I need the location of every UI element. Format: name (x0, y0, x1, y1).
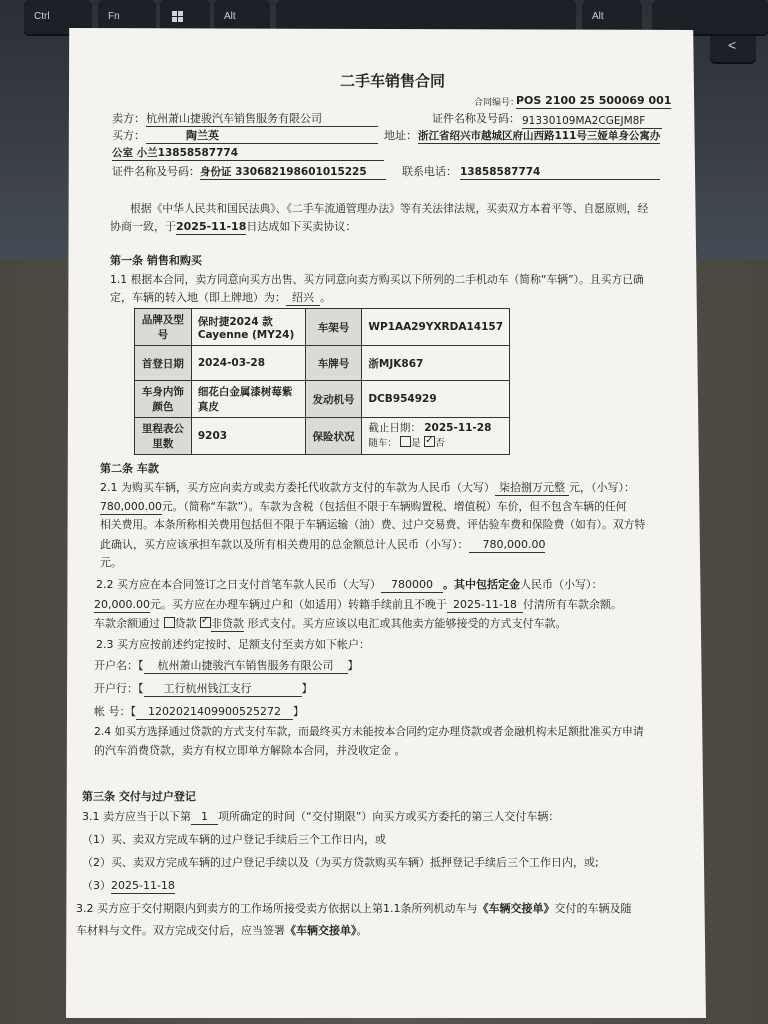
vin-value: WP1AA29YXRDA14157 (362, 309, 510, 346)
bank-row: 开户行：【 工行杭州钱江支行 】 (94, 682, 313, 695)
ins-date: 2025-11-28 (424, 422, 492, 434)
clause-2-2-line-3 (94, 617, 567, 632)
reg-date-value: 2024-03-28 (191, 346, 305, 381)
engine-value: DCB954929 (362, 381, 510, 418)
clause-2-1-line-1 (100, 481, 635, 496)
delivery-option-2: （2）买、卖双方完成车辆的过户登记手续以及（为买方贷款购买车辆）抵押登记手续后三个工作日内，或; (82, 856, 599, 869)
total-amount: 780,000.00 (469, 538, 546, 553)
section-3-title: 第三条 交付与过户登记 (82, 790, 196, 803)
buyer-name: 陶兰英 (146, 129, 378, 144)
vehicle-table (134, 308, 510, 455)
clause-3-2-line-2 (76, 924, 368, 938)
intro-2a: 协商一致，于 (110, 220, 176, 233)
seller-name: 杭州萧山捷骏汽车销售服务有限公司 (146, 112, 378, 127)
table-row (135, 309, 510, 346)
vin-label: 车架号 (305, 309, 362, 346)
windows-logo-icon (172, 11, 184, 23)
bank-label: 开户行： (94, 682, 138, 695)
reg-date-label: 首登日期 (135, 346, 192, 381)
payment-deadline: 2025-11-18 (447, 598, 523, 613)
mileage-value: 9203 (191, 418, 305, 455)
clause-2-1-end: 元。 (100, 556, 122, 569)
clause-1-1-line-1: 1.1 根据本合同，卖方同意向买方出售、买方同意向卖方购买以下所列的二手机动车（简称“车辆”）。且买方已确 (110, 273, 644, 286)
ins-yes-checkbox[interactable] (400, 436, 411, 447)
delivery-option-3 (82, 879, 175, 894)
handover-form-ref-2: 《车辆交接单》 (285, 924, 357, 937)
alt-key-label: Alt (224, 11, 236, 22)
contract-no: POS 2100 25 500069 001 (516, 94, 672, 107)
nonloan-label: 非贷款 (211, 617, 244, 630)
clause-1-1-line-2 (110, 291, 331, 306)
intro-line-2 (110, 220, 356, 235)
plate-value: 浙MJK867 (362, 346, 510, 381)
model-label: 品牌及型号 (135, 309, 192, 346)
bank-name: 工行杭州钱江支行 (144, 682, 302, 697)
intro-2b: 日达成如下买卖协议： (246, 220, 357, 233)
clause-3-1b: 项所确定的时间（“交付期限”）向买方或买方委托的第三人交付车辆： (218, 810, 560, 823)
clause-2-4-line-2: 的汽车消费贷款，卖方有权立即单方解除本合同，并没收定金 。 (94, 744, 406, 757)
ins-no-label: 否 (435, 438, 445, 449)
clause-2-2-line-1 (96, 578, 603, 593)
intro-date: 2025-11-18 (176, 220, 247, 233)
deposit-phrase: 。其中包括定金 (443, 578, 520, 591)
alt-right-key-label: Alt (592, 11, 604, 22)
fn-key-label: Fn (108, 11, 120, 22)
delivery-option-no: 1 (191, 810, 218, 825)
clause-2-2g: 形式支付。买方应该以电汇或其他卖方能够接受的方式支付车款。 (247, 617, 567, 630)
clause-2-1a: 2.1 为购买车辆，买方应向卖方或卖方委托代收款方支付的车款为人民币（大写） (100, 481, 495, 494)
address-line-2: 公室 小兰13858587774 (112, 146, 384, 161)
seller-cert-label: 证件名称及号码： (432, 112, 520, 125)
delivery-option-1: （1）买、卖双方完成车辆的过户登记手续后三个工作日内，或 (82, 833, 386, 846)
clause-2-2c: 人民币（小写）： (520, 578, 603, 591)
transfer-city: 绍兴 (286, 291, 320, 306)
arrow-left-icon: < (728, 37, 737, 53)
ins-no-checkbox[interactable] (424, 436, 435, 447)
account-no-label: 帐 号： (94, 705, 131, 718)
contract-document (66, 28, 706, 1018)
clause-2-2-line-2 (94, 598, 622, 613)
ins-date-label: 截止日期： (368, 422, 421, 434)
clause-2-1-line-2 (100, 500, 626, 515)
account-name: 杭州萧山捷骏汽车销售服务有限公司 (144, 659, 348, 674)
clause-2-1b: 元，（小写）： (569, 481, 635, 494)
model-value: 保时捷2024 款Cayenne (MY24) (191, 309, 305, 346)
account-no-row: 帐 号：【 1202021409900525272 】 (94, 705, 304, 718)
clause-2-4-line-1: 2.4 如买方选择通过贷款的方式支付车款，而最终买方未能按本合同约定办理贷款或者金融机构未足额批准买方申请 (94, 725, 644, 738)
clause-3-1-line-1 (82, 810, 559, 825)
clause-3-1a: 3.1 卖方应当于以下第 (82, 810, 191, 823)
intro-line-1: 根据《中华人民共和国民法典》、《二手车流通管理办法》等有关法律法规，买卖双方本着平等、自愿原则，经 (130, 202, 649, 215)
price-in-words: 柒拾捌万元整 (495, 481, 569, 496)
option-3-label: （3） (82, 879, 111, 892)
first-payment: 780000 (381, 578, 443, 593)
section-2-title: 第二条 车款 (100, 462, 159, 475)
clause-2-1-line-4 (100, 538, 545, 553)
clause-2-2d: 元。买方应在办理车辆过户和（如适用）转籍手续前且不晚于 (149, 598, 447, 611)
ctrl-key-label: Ctrl (34, 11, 50, 22)
section-1-title: 第一条 销售和购买 (110, 254, 202, 267)
seller-cert: 91330109MA2CGEJM8F (522, 114, 662, 129)
engine-label: 发动机号 (305, 381, 362, 418)
buyer-cert: 身份证 330682198601015225 (200, 165, 386, 180)
table-row (135, 346, 510, 381)
address-line-1: 浙江省绍兴市越城区府山西路111号三娅单身公寓办 (418, 130, 661, 142)
delivery-date: 2025-11-18 (111, 879, 175, 892)
buyer-cert-label: 证件名称及号码： (112, 165, 200, 178)
contract-title: 二手车销售合同 (340, 72, 446, 90)
clause-2-3: 2.3 买方应按前述约定按时、足额支付至卖方如下帐户： (96, 638, 370, 651)
phone-label: 联系电话： (402, 165, 457, 178)
clause-2-2a: 2.2 买方应在本合同签订之日支付首笔车款人民币（大写） (96, 578, 381, 591)
plate-label: 车牌号 (305, 346, 362, 381)
clause-2-2f: 车款余额通过 (94, 617, 160, 630)
clause-2-1-line-3: 相关费用。本条所称相关费用包括但不限于车辆运输（油）费、过户交易费、评估验车费和保险费（如有）。双方特 (100, 518, 646, 531)
table-row (135, 418, 510, 455)
ins-yes-label: 是 (411, 438, 421, 449)
clause-1-1-end: 。 (320, 291, 331, 304)
clause-2-2e: 付清所有车款余额。 (522, 598, 622, 611)
address-label: 地址： (384, 129, 417, 142)
color-label: 车身内饰颜色 (135, 381, 192, 418)
nonloan-checkbox[interactable] (200, 617, 211, 628)
color-value: 细花白金属漆树莓紫真皮 (191, 381, 305, 418)
loan-checkbox[interactable] (164, 617, 175, 628)
table-row (135, 381, 510, 418)
contract-no-label: 合同编号： (474, 98, 520, 108)
clause-1-1b: 定，车辆的转入地（即上牌地）为： (110, 291, 286, 304)
seller-label: 卖方： (112, 112, 145, 125)
clause-3-2-line-1 (76, 902, 631, 916)
clause-2-1e: 此确认，买方应该承担车款以及所有相关费用的总金额总计人民币（小写）： (100, 538, 469, 551)
account-name-row: 开户名：【 杭州萧山捷骏汽车销售服务有限公司 】 (94, 659, 359, 672)
deposit-amount: 20,000.00 (94, 598, 150, 611)
insurance-label: 保险状况 (305, 418, 362, 455)
account-name-label: 开户名： (94, 659, 138, 672)
phone: 13858587774 (460, 165, 660, 180)
price-in-figures: 780,000.00 (100, 500, 162, 513)
clause-3-2a: 3.2 买方应于交付期限内到卖方的工作场所接受卖方依据以上第1.1条所列机动车与 (76, 902, 478, 915)
handover-form-ref-1: 《车辆交接单》 (477, 902, 555, 915)
buyer-label: 买方： (112, 129, 145, 142)
clause-3-2d: 车材料与文件。双方完成交付后，应当签署 (76, 924, 285, 937)
insurance-value (362, 418, 510, 455)
clause-3-2c: 交付的车辆及随 (554, 902, 632, 915)
clause-2-1c: 元。（简称“车款”）。车款为含税（包括但不限于车辆购置税、增值税）车价，但不包含车辆的任何 (161, 500, 627, 513)
mileage-label: 里程表公里数 (135, 418, 192, 455)
ins-follow-label: 随车： (368, 438, 397, 449)
loan-label: 贷款 (174, 617, 197, 630)
account-no: 1202021409900525272 (136, 705, 293, 720)
clause-3-2f: 。 (356, 924, 368, 937)
